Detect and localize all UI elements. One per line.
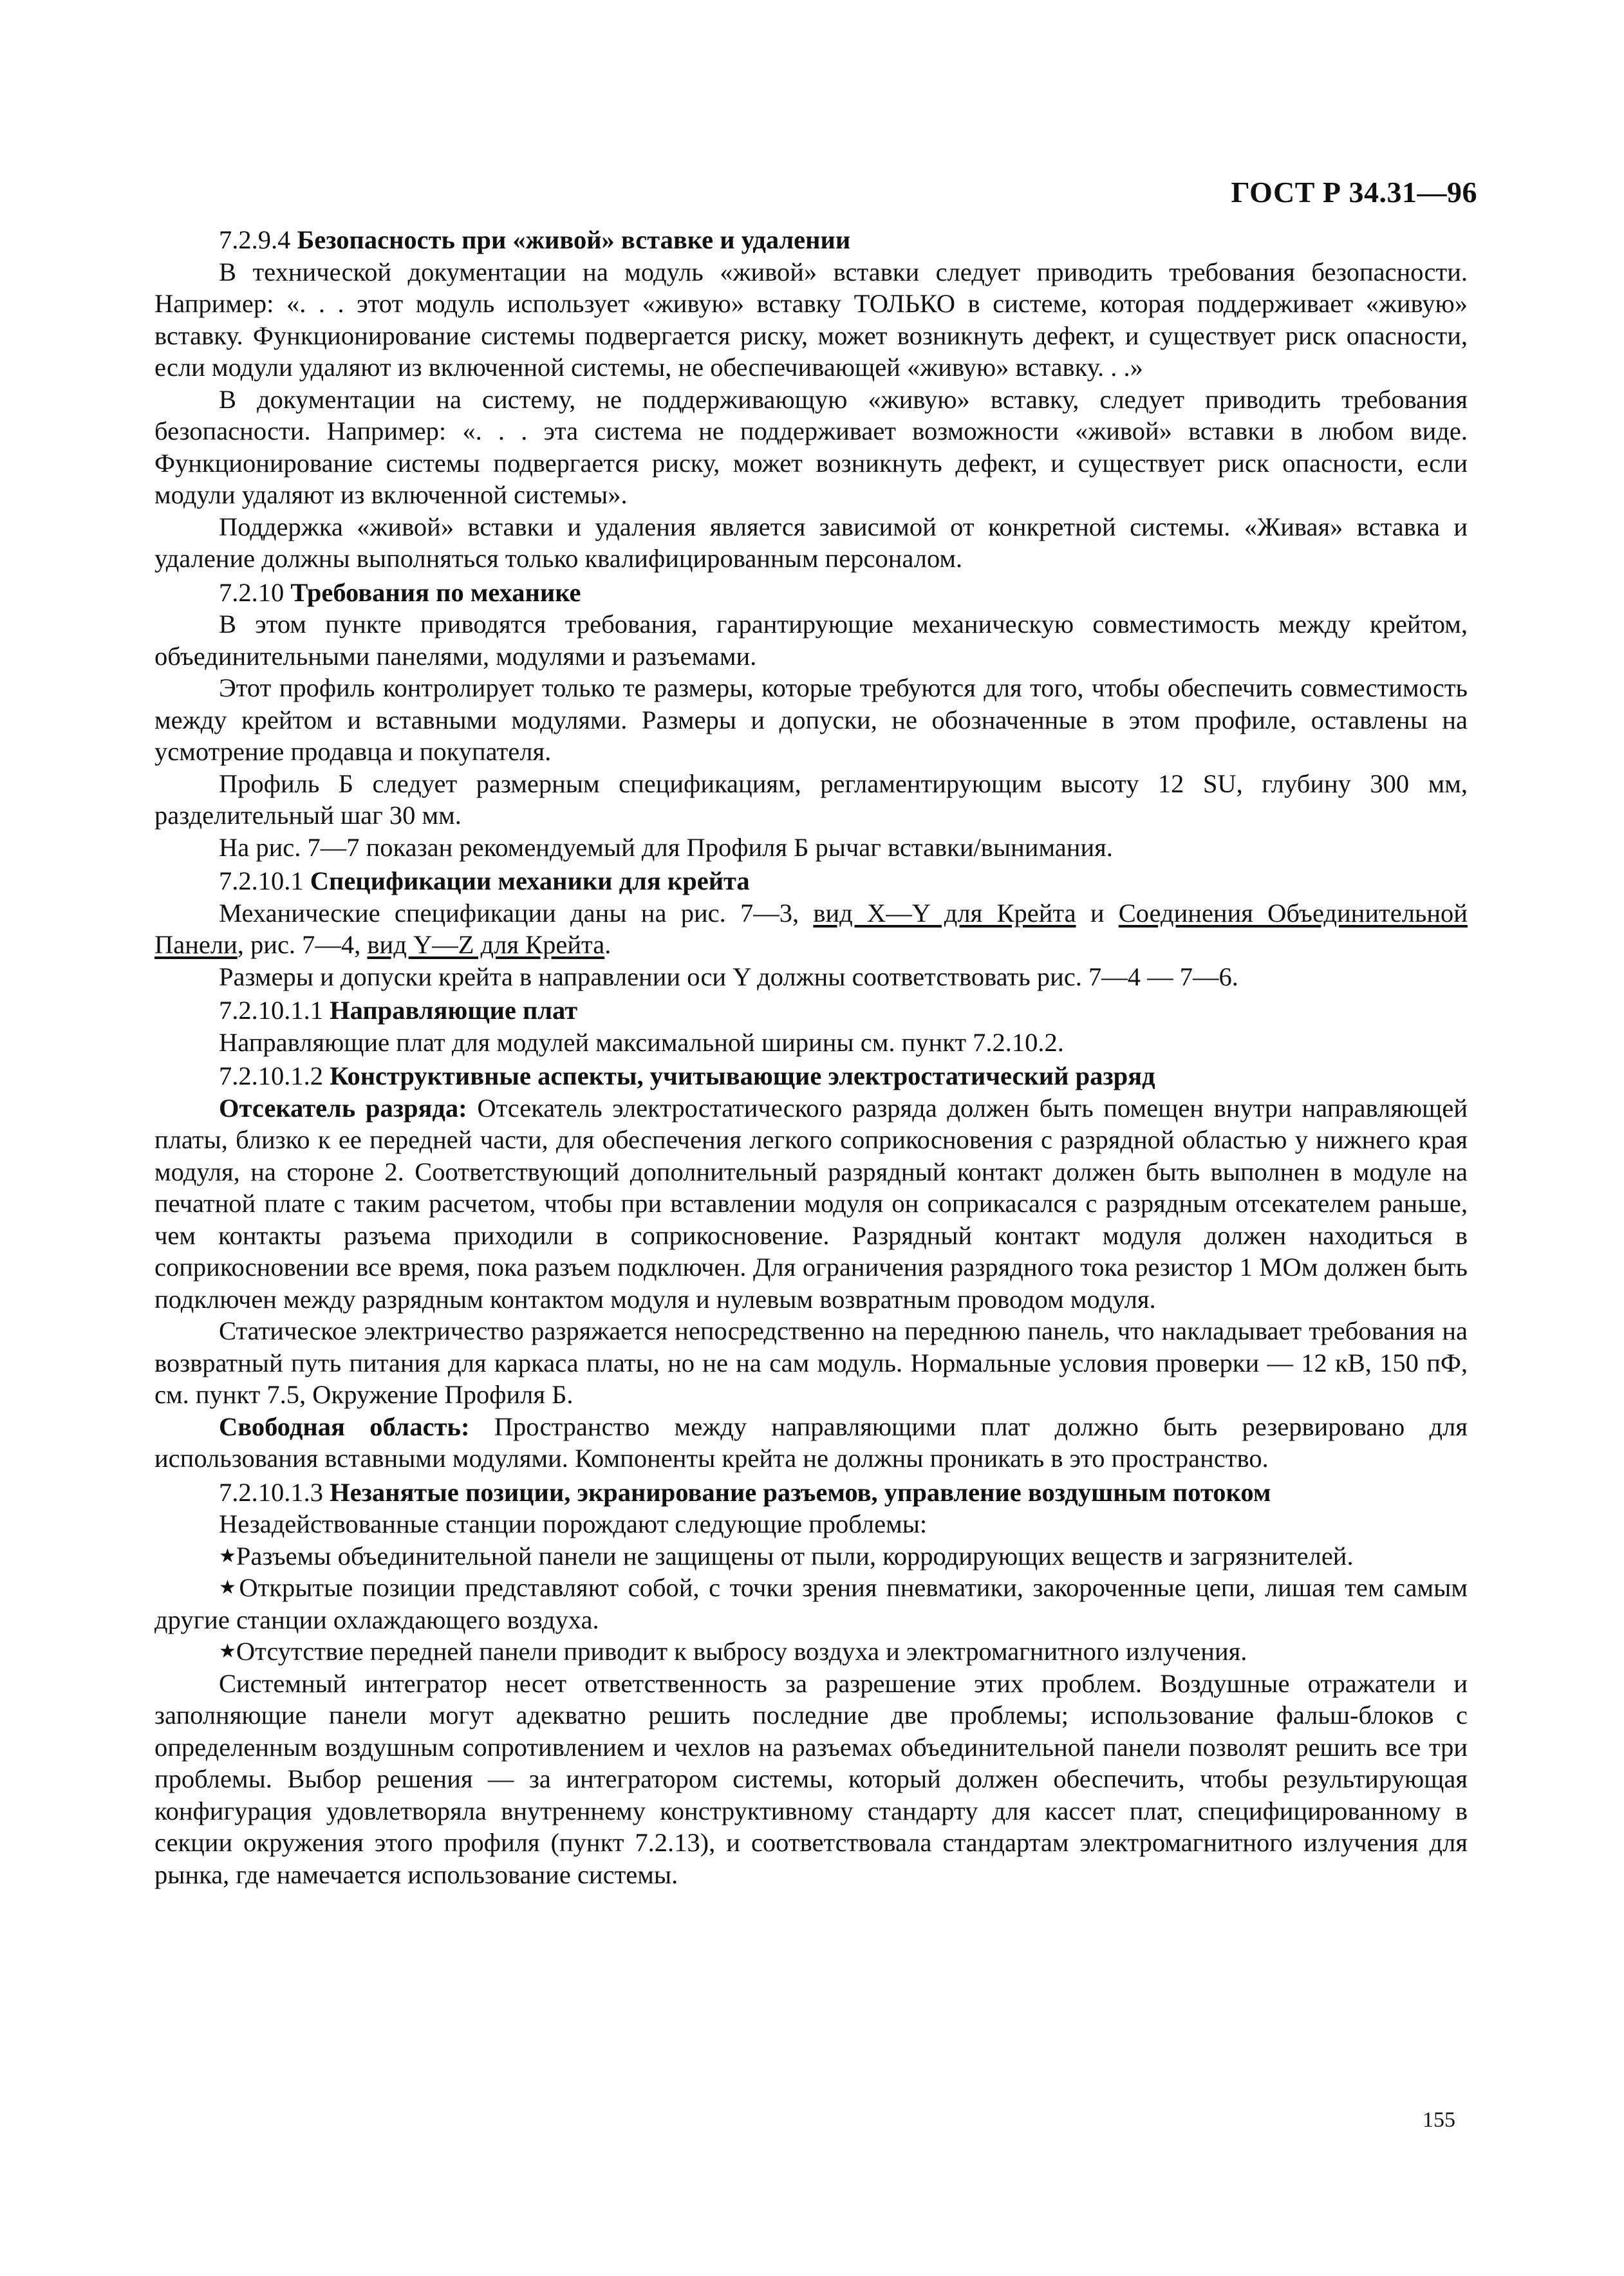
section-number: 7.2.10.1.2: [219, 1061, 330, 1090]
paragraph-with-lead-term: Свободная область: Пространство между направляющими плат должно быть резервировано для использования вставными модулями. Компоненты крейта не должны проникать в это пространство.: [154, 1412, 1468, 1473]
page-number: 155: [1423, 2108, 1455, 2132]
section-heading-7-2-10: [154, 577, 1468, 609]
section-heading-7-2-10-1: [154, 865, 1468, 897]
paragraph: Размеры и допуски крейта в направлении оси Y должны соответствовать рис. 7—4 — 7—6.: [219, 962, 1238, 991]
star-bullet-icon: ★: [219, 1545, 236, 1567]
section-number: 7.2.10.1.1: [219, 996, 330, 1025]
page-header-standard-id: ГОСТ Р 34.31—96: [1231, 176, 1477, 209]
star-bullet-icon: ★: [219, 1577, 239, 1598]
paragraph: Статическое электричество разряжается непосредственно на переднюю панель, что накладывает требования на возвратный путь питания для каркаса платы, но не на сам модуль. Нормальные условия проверки — 12 кВ, 150 пФ, см. пункт 7.5, Окружение Профиля Б.: [154, 1316, 1468, 1409]
list-item: ★Отсутствие передней панели приводит к выбросу воздуха и электромагнитного излучения.: [219, 1637, 1247, 1666]
section-heading-7-2-10-1-3: [154, 1477, 1468, 1509]
lead-term: Отсекатель разряда:: [219, 1093, 467, 1123]
section-title: Спецификации механики для крейта: [310, 866, 750, 895]
paragraph: Поддержка «живой» вставки и удаления является зависимой от конкретной системы. «Живая» вставка и удаление должны выполняться только квалифицированным персоналом.: [154, 512, 1468, 573]
section-heading-7-2-9-4: [154, 224, 1468, 256]
list-item: ★Разъемы объединительной панели не защищены от пыли, корродирующих веществ и загрязнителей.: [219, 1541, 1354, 1571]
section-heading-7-2-10-1-2: [154, 1060, 1468, 1092]
section-title: Направляющие плат: [330, 996, 578, 1025]
paragraph: Профиль Б следует размерным спецификациям, регламентирующим высоту 12 SU, глубину 300 мм, разделительный шаг 30 мм.: [154, 769, 1468, 830]
section-number: 7.2.9.4: [219, 225, 297, 254]
figure-reference-link: вид Y—Z для Крейта: [367, 930, 605, 959]
figure-reference-link: Соединения Объединительной Панели: [154, 898, 1468, 959]
paragraph: Незадействованные станции порождают следующие проблемы:: [219, 1509, 928, 1538]
lead-term: Свободная область:: [219, 1412, 470, 1441]
section-title: Незанятые позиции, экранирование разъемов, управление воздушным потоком: [330, 1477, 1271, 1507]
paragraph-with-lead-term: Отсекатель разряда: Отсекатель электростатического разряда должен быть помещен внутри направляющей платы, близко к ее передней части, для обеспечения легкого соприкосновения с разрядной областью у нижнего края модуля, на стороне 2. Соответствующий дополнительный разрядный контакт должен быть выполнен в модуле на печатной плате с таким расчетом, чтобы при вставлении модуля он соприкасался с разрядным отсекателем раньше, чем контакты разъема приходили в соприкосновение. Разрядный контакт модуля должен находиться в соприкосновении все время, пока разъем подключен. Для ограничения разрядного тока резистор 1 МОм должен быть подключен между разрядным контактом модуля и нулевым возвратным проводом модуля.: [154, 1093, 1468, 1314]
section-number: 7.2.10.1.3: [219, 1477, 330, 1507]
paragraph: Направляющие плат для модулей максимальной ширины см. пункт 7.2.10.2.: [219, 1027, 1064, 1057]
section-title: Безопасность при «живой» вставке и удалении: [297, 225, 851, 254]
section-title: Требования по механике: [290, 577, 581, 607]
list-item: ★Открытые позиции представляют собой, с точки зрения пневматики, закороченные цепи, лишая тем самым другие станции охлаждающего воздуха.: [154, 1573, 1468, 1634]
paragraph: В документации на систему, не поддерживающую «живую» вставку, следует приводить требования безопасности. Например: «. . . эта система не поддерживает возможности «живой» вставки в любом виде. Функционирование системы подвергается риску, может возникнуть дефект, и существует риск опасности, если модули удаляют из включенной системы».: [154, 384, 1468, 509]
paragraph: В технической документации на модуль «живой» вставки следует приводить требования безопасности. Например: «. . . этот модуль использует «живую» вставку ТОЛЬКО в системе, которая поддерживает «живую» вставку. Функционирование системы подвергается риску, может возникнуть дефект, и существует риск опасности, если модули удаляют из включенной системы, не обеспечивающей «живую» вставку. . .»: [154, 257, 1468, 382]
paragraph-with-references: Механические спецификации даны на рис. 7—3, вид X—Y для Крейта и Соединения Объединительной Панели, рис. 7—4, вид Y—Z для Крейта.: [154, 898, 1468, 959]
paragraph: Системный интегратор несет ответственность за разрешение этих проблем. Воздушные отражатели и заполняющие панели могут адекватно решить последние две проблемы; использование фальш-блоков с определенным воздушным сопротивлением и чехлов на разъемах объединительной панели позволят решить все три проблемы. Выбор решения — за интегратором системы, который должен обеспечить, чтобы результирующая конфигурация удовлетворяла внутреннему конструктивному стандарту для кассет плат, специфицированному в секции окружения этого профиля (пункт 7.2.13), и соответствовала стандартам электромагнитного излучения для рынка, где намечается использование системы.: [154, 1668, 1468, 1889]
section-title: Конструктивные аспекты, учитывающие электростатический разряд: [330, 1061, 1155, 1090]
figure-reference-link: вид X—Y для Крейта: [813, 898, 1076, 928]
body-text: [154, 222, 1468, 1890]
paragraph: Этот профиль контролирует только те размеры, которые требуются для того, чтобы обеспечить совместимость между крейтом и вставными модулями. Размеры и допуски, не обозначенные в этом профиле, оставлены на усмотрение продавца и покупателя.: [154, 673, 1468, 766]
paragraph: В этом пункте приводятся требования, гарантирующие механическую совместимость между крейтом, объединительными панелями, модулями и разъемами.: [154, 610, 1468, 671]
section-number: 7.2.10: [219, 577, 291, 607]
paragraph: На рис. 7—7 показан рекомендуемый для Профиля Б рычаг вставки/вынимания.: [219, 832, 1113, 862]
section-number: 7.2.10.1: [219, 866, 310, 895]
star-bullet-icon: ★: [219, 1641, 236, 1662]
section-heading-7-2-10-1-1: [154, 994, 1468, 1027]
